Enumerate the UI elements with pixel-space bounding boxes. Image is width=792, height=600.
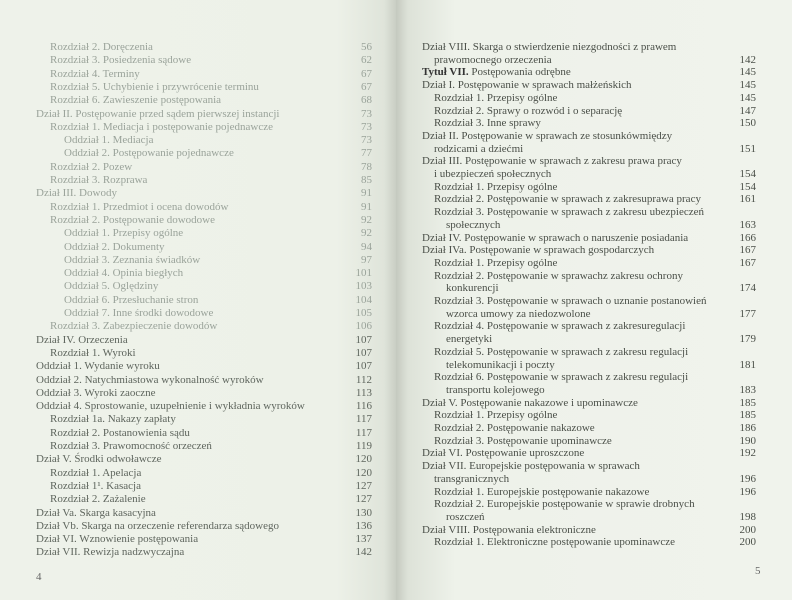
toc-entry <box>396 41 792 53</box>
toc-entry <box>0 320 396 332</box>
toc-entry-title: Dział VIII. Postępowania elektroniczne <box>422 523 596 536</box>
toc-entry-page: 181 <box>739 358 756 371</box>
toc-entry <box>396 206 792 218</box>
toc-entry <box>396 346 792 358</box>
toc-entry <box>0 41 396 53</box>
toc-entry-title: Dział II. Postępowanie przed sądem pierwszej instancji <box>36 107 280 120</box>
toc-entry <box>396 486 792 498</box>
toc-entry-title: Rozdział 2. Postępowanie w sprawach z zakresuprawa pracy <box>434 193 701 206</box>
toc-entry <box>0 480 396 492</box>
toc-entry-page: 145 <box>739 91 756 104</box>
toc-entry <box>396 536 792 548</box>
toc-entry <box>396 435 792 447</box>
toc-entry-page: 92 <box>361 213 372 226</box>
toc-entry-continuation <box>396 282 792 294</box>
page-number: 5 <box>755 565 761 577</box>
toc-entry-title-continued: transgranicznych <box>434 472 510 485</box>
toc-entry <box>0 427 396 439</box>
toc-entry-title: Rozdział 2. Sprawy o rozwód i o separację <box>434 104 623 117</box>
toc-entry <box>0 334 396 346</box>
toc-entry <box>0 214 396 226</box>
toc-entry <box>396 79 792 91</box>
toc-entry-title: Oddział 1. Wydanie wyroku <box>36 360 160 373</box>
toc-entry <box>396 295 792 307</box>
toc-entry-page: 117 <box>355 426 372 439</box>
toc-entry-title: Rozdział 1¹. Kasacja <box>50 479 141 492</box>
right-page <box>396 0 792 600</box>
toc-entry-title: Rozdział 1. Przedmiot i ocena dowodów <box>50 200 229 213</box>
toc-entry-title: Dział VII. Rewizja nadzwyczajna <box>36 546 185 559</box>
toc-entry-title: Rozdział 2. Postanowienia sądu <box>50 426 190 439</box>
toc-entry-page: 185 <box>739 409 756 422</box>
toc-entry-page: 161 <box>739 193 756 206</box>
toc-entry <box>0 280 396 292</box>
toc-entry-title: Rozdział 1. Elektroniczne postępowanie upominawcze <box>434 536 675 549</box>
toc-entry-page: 56 <box>361 41 372 53</box>
toc-entry-title: Rozdział 1. Przepisy ogólne <box>434 409 558 422</box>
toc-entry <box>0 134 396 146</box>
toc-entry-title: Dział I. Postępowanie w sprawach małżeńskich <box>422 79 632 92</box>
toc-entry-continuation <box>396 143 792 155</box>
toc-entry <box>396 66 792 78</box>
toc-entry <box>0 546 396 558</box>
toc-entry-title: Rozdział 3. Prawomocność orzeczeń <box>50 440 212 452</box>
toc-entry-title-continued: prawomocnego orzeczenia <box>434 53 552 66</box>
toc-entry <box>0 108 396 120</box>
toc-entry <box>0 254 396 266</box>
toc-entry <box>396 320 792 332</box>
toc-entry <box>0 413 396 425</box>
toc-entry-page: 94 <box>361 240 372 253</box>
toc-entry <box>0 374 396 386</box>
toc-entry-title: Rozdział 6. Postępowanie w sprawach z zakresu regulacji <box>434 371 689 384</box>
toc-entry-page: 73 <box>361 134 372 147</box>
toc-entry <box>0 400 396 412</box>
toc-entry-page: 77 <box>361 147 372 160</box>
toc-entry-title-continued: roszczeń <box>446 510 485 523</box>
toc-entry-title: Rozdział 1. Mediacja i postępowanie pojednawcze <box>50 120 273 133</box>
toc-entry <box>396 244 792 256</box>
toc-entry-page: 113 <box>355 386 372 399</box>
toc-entry-title-continued: energetyki <box>446 333 493 346</box>
toc-entry-page: 150 <box>739 117 756 130</box>
toc-entry-page: 145 <box>739 66 756 79</box>
toc-entry <box>0 187 396 199</box>
toc-entry-page: 104 <box>355 293 372 306</box>
toc-entry-page: 91 <box>361 187 372 200</box>
toc-entry-title: Oddział 3. Zeznania świadków <box>64 253 201 266</box>
toc-entry <box>0 520 396 532</box>
toc-entry-page: 107 <box>355 360 372 373</box>
toc-entry-page: 190 <box>739 434 756 447</box>
toc-entry-page: 106 <box>355 320 372 333</box>
toc-entry <box>0 147 396 159</box>
toc-entry <box>396 409 792 421</box>
toc-entry-page: 142 <box>355 546 372 559</box>
toc-entry-title: Rozdział 1. Wyroki <box>50 346 136 359</box>
toc-entry-page: 198 <box>739 510 756 523</box>
toc-entry-title: Oddział 6. Przesłuchanie stron <box>64 293 199 306</box>
toc-entry <box>396 117 792 129</box>
toc-entry-title: Rozdział 3. Zabezpieczenie dowodów <box>50 320 218 333</box>
toc-entry-title: Rozdział 6. Zawieszenie postępowania <box>50 94 222 107</box>
toc-entry-title: Rozdział 5. Postępowanie w sprawach z zakresu regulacji <box>434 345 689 358</box>
toc-entry-page: 142 <box>739 53 756 66</box>
toc-entry-page: 91 <box>361 200 372 213</box>
toc-entry-title: Dział III. Postępowanie w sprawach z zakresu prawa pracy <box>422 155 682 168</box>
toc-entry-title: Dział Vb. Skarga na orzeczenie referendarza sądowego <box>36 519 279 532</box>
toc-entry-title: Oddział 2. Natychmiastowa wykonalność wyroków <box>36 373 264 386</box>
toc-entry-page: 120 <box>355 453 372 466</box>
toc-entry-page: 151 <box>739 142 756 155</box>
toc-entry-page: 119 <box>355 440 372 452</box>
toc-entry-page: 67 <box>361 80 372 93</box>
toc-entry <box>0 121 396 133</box>
toc-entry-title: Rozdział 2. Doręczenia <box>50 41 153 53</box>
toc-entry-page: 200 <box>739 523 756 536</box>
toc-entry-title: Rozdział 2. Postępowanie nakazowe <box>434 422 595 434</box>
toc-entry-page: 200 <box>739 536 756 549</box>
toc-entry <box>396 422 792 434</box>
toc-entry <box>0 493 396 505</box>
toc-entry-title: Dział V. Postępowanie nakazowe i upominawcze <box>422 396 638 409</box>
toc-entry-title: Tytuł VII. Postępowania odrębne <box>422 66 571 79</box>
toc-entry-title: Rozdział 3. Postępowanie w sprawach o uznanie postanowień <box>434 295 707 307</box>
toc-entry-title: Rozdział 2. Zażalenie <box>50 493 146 506</box>
toc-entry-title: Rozdział 3. Postępowanie upominawcze <box>434 434 612 447</box>
toc-entry-page: 120 <box>355 466 372 479</box>
toc-entry-title: Oddział 7. Inne środki dowodowe <box>64 307 214 319</box>
toc-entry-page: 107 <box>355 346 372 359</box>
toc-entry-title: Dział VI. Wznowienie postępowania <box>36 533 199 546</box>
toc-entry <box>0 533 396 545</box>
toc-entry-title: Dział VI. Postępowanie uproszczone <box>422 447 585 460</box>
toc-entry-continuation <box>396 473 792 485</box>
toc-entry-title: Rozdział 2. Postępowanie w sprawachz zakresu ochrony <box>434 269 683 282</box>
toc-entry-title: Rozdział 2. Pozew <box>50 160 133 173</box>
toc-entry-title: Rozdział 1. Przepisy ogólne <box>434 91 558 104</box>
toc-entry-page: 127 <box>355 479 372 492</box>
toc-entry-page: 192 <box>739 447 756 460</box>
toc-entry <box>0 387 396 399</box>
toc-entry-title: Dział VIII. Skarga o stwierdzenie niezgodności z prawem <box>422 41 677 53</box>
toc-entry-continuation <box>396 54 792 66</box>
toc-entry-title: Dział IVa. Postępowanie w sprawach gospodarczych <box>422 244 655 257</box>
toc-entry-title: Rozdział 2. Europejskie postępowanie w sprawie drobnych <box>434 498 695 511</box>
toc-entry-title: Oddział 2. Dokumenty <box>64 240 165 253</box>
toc-entry-page: 117 <box>355 413 372 426</box>
toc-entry-title: Rozdział 1a. Nakazy zapłaty <box>50 413 176 426</box>
toc-entry <box>0 507 396 519</box>
toc-entry <box>0 81 396 93</box>
toc-entry <box>396 155 792 167</box>
toc-entry-title: Dział V. Środki odwoławcze <box>36 453 162 466</box>
toc-entry-page: 103 <box>355 280 372 293</box>
toc-entry-continuation <box>396 333 792 345</box>
toc-entry-page: 136 <box>355 519 372 532</box>
toc-entry-title: Rozdział 3. Inne sprawy <box>434 117 541 130</box>
toc-entry-page: 78 <box>361 160 372 173</box>
toc-entry-title: Oddział 5. Oględziny <box>64 280 159 293</box>
toc-entry-page: 167 <box>739 256 756 269</box>
toc-entry <box>396 105 792 117</box>
toc-entry <box>396 181 792 193</box>
toc-entry <box>396 232 792 244</box>
toc-entry <box>396 193 792 205</box>
toc-entry-part-label: Tytuł VII. <box>422 66 469 79</box>
toc-entry-page: 73 <box>361 107 372 120</box>
toc-entry-title: Rozdział 3. Postępowanie w sprawach z zakresu ubezpieczeń <box>434 206 704 219</box>
toc-entry <box>0 453 396 465</box>
toc-entry-continuation <box>396 359 792 371</box>
toc-entry-title: Rozdział 1. Apelacja <box>50 466 142 479</box>
toc-entry <box>0 241 396 253</box>
toc-entry-title: Dział IV. Postępowanie w sprawach o naruszenie posiadania <box>422 231 689 244</box>
toc-entry-continuation <box>396 168 792 180</box>
toc-entry-title-continued: wzorca umowy za niedozwolone <box>446 307 591 320</box>
toc-entry-page: 73 <box>361 120 372 133</box>
toc-entry-title: Oddział 1. Przepisy ogólne <box>64 227 184 240</box>
toc-entry-page: 186 <box>739 422 756 434</box>
toc-entry-title: Oddział 2. Postępowanie pojednawcze <box>64 147 234 160</box>
toc-entry-title: Oddział 4. Sprostowanie, uzupełnienie i wykładnia wyroków <box>36 400 305 413</box>
toc-entry <box>0 467 396 479</box>
toc-entry <box>396 524 792 536</box>
toc-entry-page: 68 <box>361 94 372 107</box>
toc-entry <box>396 92 792 104</box>
toc-entry <box>396 257 792 269</box>
toc-entry-page: 183 <box>739 383 756 396</box>
toc-entry-title: Dział VII. Europejskie postępowania w sprawach <box>422 460 640 473</box>
toc-entry-page: 196 <box>739 485 756 498</box>
toc-entry-title: Rozdział 5. Uchybienie i przywrócenie terminu <box>50 80 259 93</box>
toc-entry <box>396 460 792 472</box>
toc-entry-page: 112 <box>355 373 372 386</box>
toc-entry <box>0 174 396 186</box>
toc-entry-title: Rozdział 4. Postępowanie w sprawach z zakresuregulacji <box>434 320 686 333</box>
toc-entry-page: 130 <box>355 506 372 519</box>
toc-entry-title: Rozdział 2. Postępowanie dowodowe <box>50 213 215 226</box>
toc-entry-page: 174 <box>739 282 756 295</box>
toc-entry <box>0 440 396 452</box>
toc-entry-page: 147 <box>739 104 756 117</box>
toc-entry-page: 166 <box>739 231 756 244</box>
toc-entry <box>0 68 396 80</box>
toc-entry <box>0 161 396 173</box>
toc-entry-page: 92 <box>361 227 372 240</box>
toc-entry-title: Dział III. Dowody <box>36 187 117 200</box>
toc-entry-title: Dział Va. Skarga kasacyjna <box>36 506 156 519</box>
toc-entry-title: Rozdział 1. Przepisy ogólne <box>434 180 558 193</box>
toc-entry-title-continued: telekomunikacji i poczty <box>446 358 555 371</box>
toc-entry-title-continued: i ubezpieczeń społecznych <box>434 168 552 180</box>
toc-entry-page: 154 <box>739 168 756 180</box>
toc-entry-page: 105 <box>355 307 372 319</box>
toc-entry <box>0 54 396 66</box>
toc-entry <box>0 227 396 239</box>
toc-entry <box>0 267 396 279</box>
toc-entry-title-continued: społecznych <box>446 218 501 231</box>
toc-entry-page: 107 <box>355 333 372 346</box>
toc-entry-continuation <box>396 511 792 523</box>
toc-entry-title: Rozdział 4. Terminy <box>50 67 140 80</box>
toc-entry-page: 185 <box>739 396 756 409</box>
toc-entry-page: 127 <box>355 493 372 506</box>
toc-entry-title-continued: konkurencji <box>446 282 499 295</box>
toc-entry-continuation <box>396 219 792 231</box>
toc-entry-title: Rozdział 3. Posiedzenia sądowe <box>50 54 192 67</box>
toc-entry-page: 62 <box>361 54 372 67</box>
toc-entry-page: 101 <box>355 267 372 280</box>
toc-entry-title: Dział IV. Orzeczenia <box>36 333 128 346</box>
toc-entry-title: Oddział 3. Wyroki zaoczne <box>36 386 156 399</box>
toc-entry <box>396 397 792 409</box>
toc-entry-page: 145 <box>739 79 756 92</box>
toc-entry <box>396 498 792 510</box>
toc-entry-title: Rozdział 1. Przepisy ogólne <box>434 256 558 269</box>
toc-entry-title: Dział II. Postępowanie w sprawach ze stosunkówmiędzy <box>422 129 673 142</box>
page-number: 4 <box>36 571 42 583</box>
toc-entry-title: Oddział 1. Mediacja <box>64 134 154 147</box>
toc-entry-page: 177 <box>739 307 756 320</box>
toc-entry <box>0 94 396 106</box>
toc-entry-title-continued: rodzicami a dziećmi <box>434 142 524 155</box>
toc-entry-page: 154 <box>739 180 756 193</box>
toc-entry <box>0 347 396 359</box>
toc-entry-page: 196 <box>739 472 756 485</box>
toc-entry-page: 167 <box>739 244 756 257</box>
toc-entry <box>0 360 396 372</box>
toc-entry-page: 163 <box>739 218 756 231</box>
toc-entry-page: 137 <box>355 533 372 546</box>
toc-entry-title: Rozdział 3. Rozprawa <box>50 174 148 186</box>
toc-entry-title-continued: transportu kolejowego <box>446 383 545 396</box>
toc-entry-page: 116 <box>355 400 372 413</box>
toc-entry <box>0 307 396 319</box>
toc-entry-page: 179 <box>739 333 756 346</box>
toc-entry <box>0 294 396 306</box>
toc-entry <box>396 130 792 142</box>
toc-entry <box>396 447 792 459</box>
toc-entry-title: Rozdział 1. Europejskie postępowanie nakazowe <box>434 485 650 498</box>
toc-entry-continuation <box>396 308 792 320</box>
toc-entry-page: 85 <box>361 174 372 186</box>
toc-entry-page: 67 <box>361 67 372 80</box>
toc-entry <box>396 270 792 282</box>
toc-entry <box>396 371 792 383</box>
toc-entry-continuation <box>396 384 792 396</box>
toc-entry <box>0 201 396 213</box>
toc-entry-title: Oddział 4. Opinia biegłych <box>64 267 184 280</box>
toc-entry-page: 97 <box>361 253 372 266</box>
